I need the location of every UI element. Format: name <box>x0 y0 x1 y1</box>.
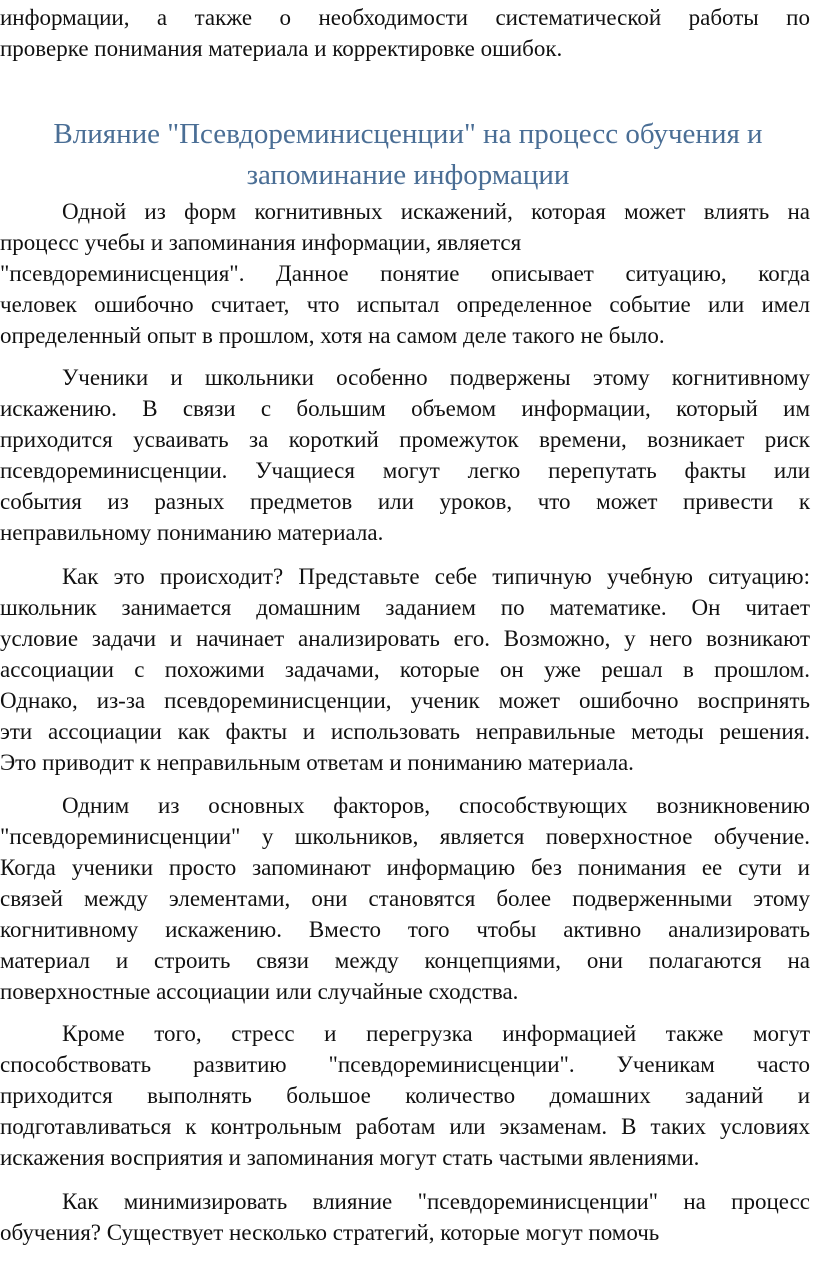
text-line: Как минимизировать влияние "псевдореминисценции" на процесс <box>62 1189 810 1214</box>
text-line: искажению. В связи с большим объемом информации, который им <box>0 396 810 421</box>
text-line: материал и строить связи между концепциями, они полагаются на <box>0 948 810 973</box>
paragraph-1 <box>0 196 816 351</box>
text-line: Одной из форм когнитивных искажений, которая может влиять на <box>62 199 810 224</box>
text-line: Ученики и школьники особенно подвержены этому когнитивному <box>62 365 810 390</box>
text-line: "псевдореминисценция". Данное понятие описывает ситуацию, когда <box>0 261 810 286</box>
text-line: приходится усваивать за короткий промежуток времени, возникает риск <box>0 427 810 452</box>
text-line: определенный опыт в прошлом, хотя на самом деле такого не было. <box>0 323 665 348</box>
text-line: Одним из основных факторов, способствующих возникновению <box>62 793 810 818</box>
paragraph-6 <box>0 1186 816 1248</box>
text-line: эти ассоциации как факты и использовать неправильные методы решения. <box>0 719 810 744</box>
text-line: Как это происходит? Представьте себе типичную учебную ситуацию: <box>62 564 810 589</box>
heading-line: запоминание информации <box>246 159 570 191</box>
text-line: события из разных предметов или уроков, что может привести к <box>0 489 810 514</box>
heading-line: Влияние "Псевдореминисценции" на процесс обучения и <box>53 118 763 150</box>
text-line: условие задачи и начинает анализировать его. Возможно, у него возникают <box>0 626 810 651</box>
text-line: "псевдореминисценции" у школьников, является поверхностное обучение. <box>0 824 810 849</box>
text-line: ассоциации с похожими задачами, которые он уже решал в прошлом. <box>0 657 810 682</box>
text-line: неправильному пониманию материала. <box>0 520 384 545</box>
text-line: связей между элементами, они становятся более подверженными этому <box>0 886 810 911</box>
paragraph-2 <box>0 362 816 548</box>
text-line: Это приводит к неправильным ответам и пониманию материала. <box>0 750 634 775</box>
text-line: Однако, из-за псевдореминисценции, ученик может ошибочно воспринять <box>0 688 810 713</box>
text-line: псевдореминисценции. Учащиеся могут легко перепутать факты или <box>0 458 810 483</box>
text-line: поверхностные ассоциации или случайные сходства. <box>0 979 519 1004</box>
text-line: приходится выполнять большое количество домашних заданий и <box>0 1083 810 1108</box>
paragraph-4 <box>0 790 816 1007</box>
text-line: человек ошибочно считает, что испытал определенное событие или имел <box>0 292 810 317</box>
paragraph-3 <box>0 561 816 778</box>
text-line: Кроме того, стресс и перегрузка информацией также могут <box>62 1021 810 1046</box>
text-line: когнитивному искажению. Вместо того чтобы активно анализировать <box>0 917 810 942</box>
text-line: информации, а также о необходимости систематической работы по <box>0 5 810 30</box>
section-heading <box>0 114 816 196</box>
text-line: способствовать развитию "псевдореминисценции". Ученикам часто <box>0 1052 810 1077</box>
text-line: подготавливаться к контрольным работам или экзаменам. В таких условиях <box>0 1114 810 1139</box>
paragraph-5 <box>0 1018 816 1173</box>
text-line: обучения? Существует несколько стратегий, которые могут помочь <box>0 1220 660 1245</box>
text-line: Когда ученики просто запоминают информацию без понимания ее сути и <box>0 855 810 880</box>
text-line: школьник занимается домашним заданием по математике. Он читает <box>0 595 810 620</box>
intro-paragraph <box>0 2 816 64</box>
text-line: проверке понимания материала и корректировке ошибок. <box>0 36 563 61</box>
text-line: процесс учебы и запоминания информации, является <box>0 230 522 255</box>
text-line: искажения восприятия и запоминания могут стать частыми явлениями. <box>0 1145 700 1170</box>
